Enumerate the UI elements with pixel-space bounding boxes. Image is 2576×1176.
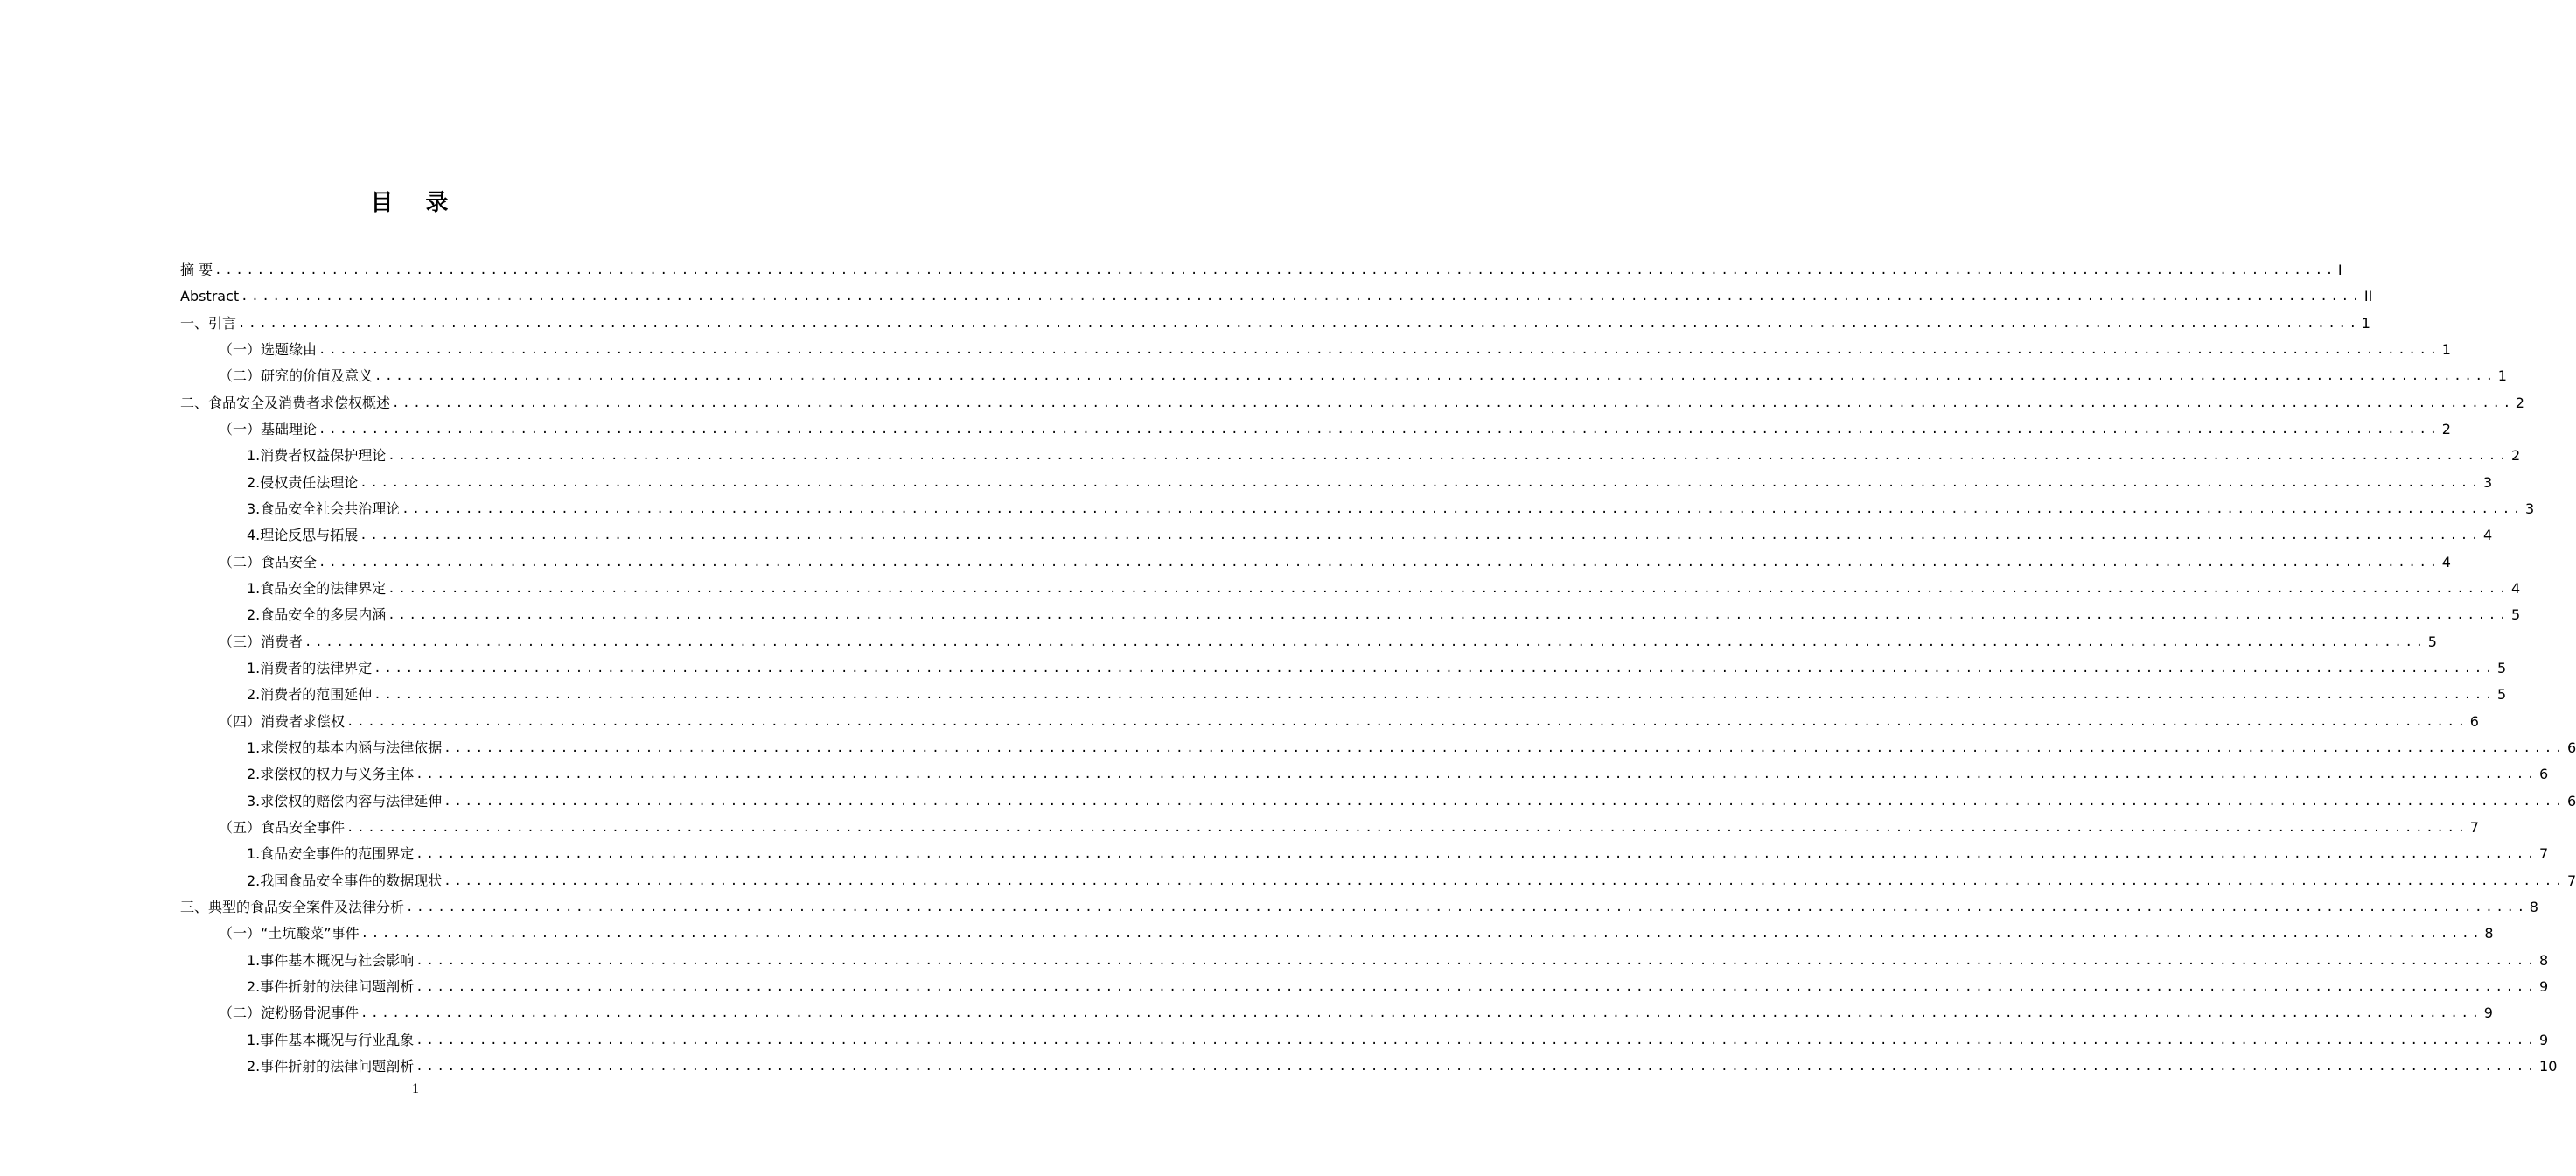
toc-entry-label: （五）食品安全事件 [219, 818, 346, 836]
toc-entry-label: 2.我国食品安全事件的数据现状 [247, 872, 443, 889]
toc-entry-page: 8 [2529, 898, 2538, 915]
toc-dot-leader: ........................................................................................................................................................................................................ [360, 475, 2482, 490]
toc-entry-label: （三）消费者 [219, 633, 304, 650]
toc-entry[interactable] [247, 572, 2521, 598]
toc-entry-page: 2 [2515, 394, 2524, 411]
toc-dot-leader: ........................................................................................................................................................................................................ [387, 608, 2510, 623]
toc-entry-page: 9 [2539, 977, 2549, 995]
toc-entry-label: （二）研究的价值及意义 [219, 368, 373, 385]
toc-entry[interactable] [247, 466, 2493, 493]
toc-entry-label: 1.食品安全的法律界定 [247, 579, 387, 597]
toc-entry-label: （二）食品安全 [219, 553, 318, 570]
toc-entry-label: 2.求偿权的权力与义务主体 [247, 766, 415, 783]
toc-entry[interactable] [247, 732, 2576, 758]
toc-entry-page: 4 [2441, 553, 2451, 570]
toc-entry[interactable] [219, 811, 2479, 837]
toc-dot-leader: ........................................................................................................................................................................................................ [346, 714, 2468, 729]
toc-dot-leader: ........................................................................................................................................................................................................ [374, 369, 2496, 384]
toc-dot-leader: ........................................................................................................................................................................................................ [392, 396, 2514, 410]
toc-entry[interactable] [247, 944, 2549, 970]
toc-entry[interactable] [247, 970, 2549, 997]
toc-entry-page: 5 [2497, 659, 2507, 676]
toc-entry-label: （一）“土坑酸菜”事件 [219, 925, 360, 942]
toc-dot-leader: ........................................................................................................................................................................................................ [443, 740, 2566, 755]
toc-entry-page: 2 [2511, 447, 2521, 465]
toc-entry-page: 10 [2539, 1057, 2558, 1074]
toc-entry-page: 6 [2567, 738, 2576, 756]
toc-entry[interactable] [180, 891, 2538, 917]
toc-entry[interactable] [247, 758, 2549, 784]
toc-entry[interactable] [180, 387, 2524, 413]
page-number: 1 [412, 1082, 419, 1096]
toc-entry-page: 5 [2497, 686, 2507, 704]
toc-entry-page: 7 [2539, 845, 2549, 863]
toc-dot-leader: ........................................................................................................................................................................................................ [387, 581, 2510, 596]
toc-entry-label: 2.食品安全的多层内涵 [247, 606, 387, 624]
toc-entry-label: 2.事件折射的法律问题剖析 [247, 1057, 415, 1074]
toc-entry-page: II [2363, 288, 2373, 305]
toc-entry[interactable] [247, 493, 2535, 519]
toc-entry[interactable] [247, 785, 2576, 811]
toc-dot-leader: ........................................................................................................................................................................................................ [387, 449, 2510, 464]
toc-entry-label: 2.消费者的范围延伸 [247, 686, 373, 704]
toc-dot-leader: ........................................................................................................................................................................................................ [443, 873, 2566, 888]
toc-entry[interactable] [219, 705, 2479, 732]
toc-dot-leader: ........................................................................................................................................................................................................ [415, 767, 2538, 782]
toc-entry-label: 3.求偿权的赔偿内容与法律延伸 [247, 792, 443, 809]
toc-dot-leader: ........................................................................................................................................................................................................ [304, 634, 2426, 649]
toc-dot-leader: ........................................................................................................................................................................................................ [415, 979, 2538, 994]
toc-entry[interactable] [247, 864, 2576, 891]
toc-entry-page: 6 [2469, 712, 2479, 730]
toc-entry[interactable] [247, 519, 2493, 545]
toc-entry[interactable] [180, 254, 2342, 280]
toc-entry-page: 7 [2567, 872, 2576, 889]
toc-dot-leader: ........................................................................................................................................................................................................ [360, 1006, 2482, 1021]
toc-dot-leader: ........................................................................................................................................................................................................ [241, 290, 2363, 304]
toc-entry-label: （一）选题缘由 [219, 340, 318, 358]
toc-entry-label: 1.消费者权益保护理论 [247, 447, 387, 465]
toc-entry-label: 二、食品安全及消费者求偿权概述 [180, 394, 391, 411]
toc-entry-page: 9 [2483, 1004, 2493, 1022]
toc-entry-page: 1 [2441, 340, 2451, 358]
toc-entry-page: 3 [2483, 473, 2493, 491]
toc-dot-leader: ........................................................................................................................................................................................................ [443, 794, 2566, 808]
toc-entry[interactable] [219, 546, 2451, 572]
toc-dot-leader: ........................................................................................................................................................................................................ [360, 927, 2483, 942]
toc-dot-leader: ........................................................................................................................................................................................................ [360, 528, 2482, 543]
toc-entry-label: 2.侵权责任法理论 [247, 473, 359, 491]
toc-entry-page: 2 [2441, 420, 2451, 438]
toc-entry-page: 5 [2427, 633, 2437, 650]
toc-entry-page: 1 [2497, 368, 2507, 385]
toc-entry-page: 3 [2525, 500, 2535, 517]
toc-entry-label: （二）淀粉肠骨泥事件 [219, 1004, 360, 1022]
toc-entry-page: 8 [2539, 951, 2549, 969]
toc-entry-label: 1.消费者的法律界定 [247, 659, 373, 676]
toc-entry[interactable] [247, 1024, 2549, 1050]
toc-entry[interactable] [247, 837, 2549, 864]
toc-entry-label: 摘 要 [180, 262, 213, 278]
page-title: 目 录 [370, 190, 461, 216]
toc-entry[interactable] [219, 360, 2507, 386]
toc-entry-page: 4 [2483, 527, 2493, 544]
toc-dot-leader: ........................................................................................................................................................................................................ [318, 555, 2440, 570]
toc-entry[interactable] [180, 307, 2370, 333]
toc-entry-label: （四）消费者求偿权 [219, 712, 346, 730]
toc-entry[interactable] [219, 413, 2451, 439]
toc-entry[interactable] [247, 678, 2507, 704]
toc-entry-label: 4.理论反思与拓展 [247, 527, 359, 544]
toc-dot-leader: ........................................................................................................................................................................................................ [373, 661, 2496, 676]
toc-entry[interactable] [219, 333, 2451, 360]
toc-dot-leader: ........................................................................................................................................................................................................ [406, 900, 2528, 914]
toc-dot-leader: ........................................................................................................................................................................................................ [346, 820, 2468, 835]
toc-entry-page: 5 [2511, 606, 2521, 624]
toc-dot-leader: ........................................................................................................................................................................................................ [318, 422, 2440, 437]
toc-entry-label: 1.事件基本概况与社会影响 [247, 951, 415, 969]
toc-entry-label: 1.食品安全事件的范围界定 [247, 845, 415, 863]
toc-entry[interactable] [247, 1050, 2558, 1076]
toc-entry-label: 1.事件基本概况与行业乱象 [247, 1031, 415, 1048]
toc-dot-leader: ........................................................................................................................................................................................................ [415, 1032, 2538, 1047]
toc-entry[interactable] [219, 917, 2494, 943]
toc-entry-page: I [2337, 262, 2342, 278]
toc-entry-page: 7 [2469, 818, 2479, 836]
toc-entry[interactable] [247, 598, 2521, 625]
toc-entry-label: 1.求偿权的基本内涵与法律依据 [247, 738, 443, 756]
toc-entry[interactable] [219, 997, 2493, 1023]
toc-dot-leader: ........................................................................................................................................................................................................ [214, 263, 2336, 277]
toc-entry-label: （一）基础理论 [219, 420, 318, 438]
toc-entry-page: 6 [2539, 766, 2549, 783]
toc-entry-label: 一、引言 [180, 314, 237, 332]
toc-entry[interactable] [219, 626, 2437, 652]
toc-dot-leader: ........................................................................................................................................................................................................ [415, 953, 2538, 968]
toc-entry-page: 9 [2539, 1031, 2549, 1048]
toc-dot-leader: ........................................................................................................................................................................................................ [401, 501, 2524, 516]
toc-entry[interactable] [247, 439, 2521, 466]
toc-entry-label: 三、典型的食品安全案件及法律分析 [180, 898, 405, 915]
toc-entry-label: 2.事件折射的法律问题剖析 [247, 977, 415, 995]
toc-dot-leader: ........................................................................................................................................................................................................ [238, 316, 2360, 331]
toc-entry-label: 3.食品安全社会共治理论 [247, 500, 401, 517]
toc-entry-page: 4 [2511, 579, 2521, 597]
toc-entry[interactable] [180, 280, 2373, 306]
toc-dot-leader: ........................................................................................................................................................................................................ [415, 1059, 2538, 1074]
toc-dot-leader: ........................................................................................................................................................................................................ [415, 847, 2538, 862]
toc-entry-label: Abstract [180, 288, 240, 305]
toc-entry-page: 1 [2361, 314, 2370, 332]
toc-dot-leader: ........................................................................................................................................................................................................ [318, 342, 2440, 357]
toc-entry[interactable] [247, 652, 2507, 678]
toc-entry-page: 8 [2484, 925, 2494, 942]
toc-entry-page: 6 [2567, 792, 2576, 809]
toc-dot-leader: ........................................................................................................................................................................................................ [373, 688, 2496, 703]
